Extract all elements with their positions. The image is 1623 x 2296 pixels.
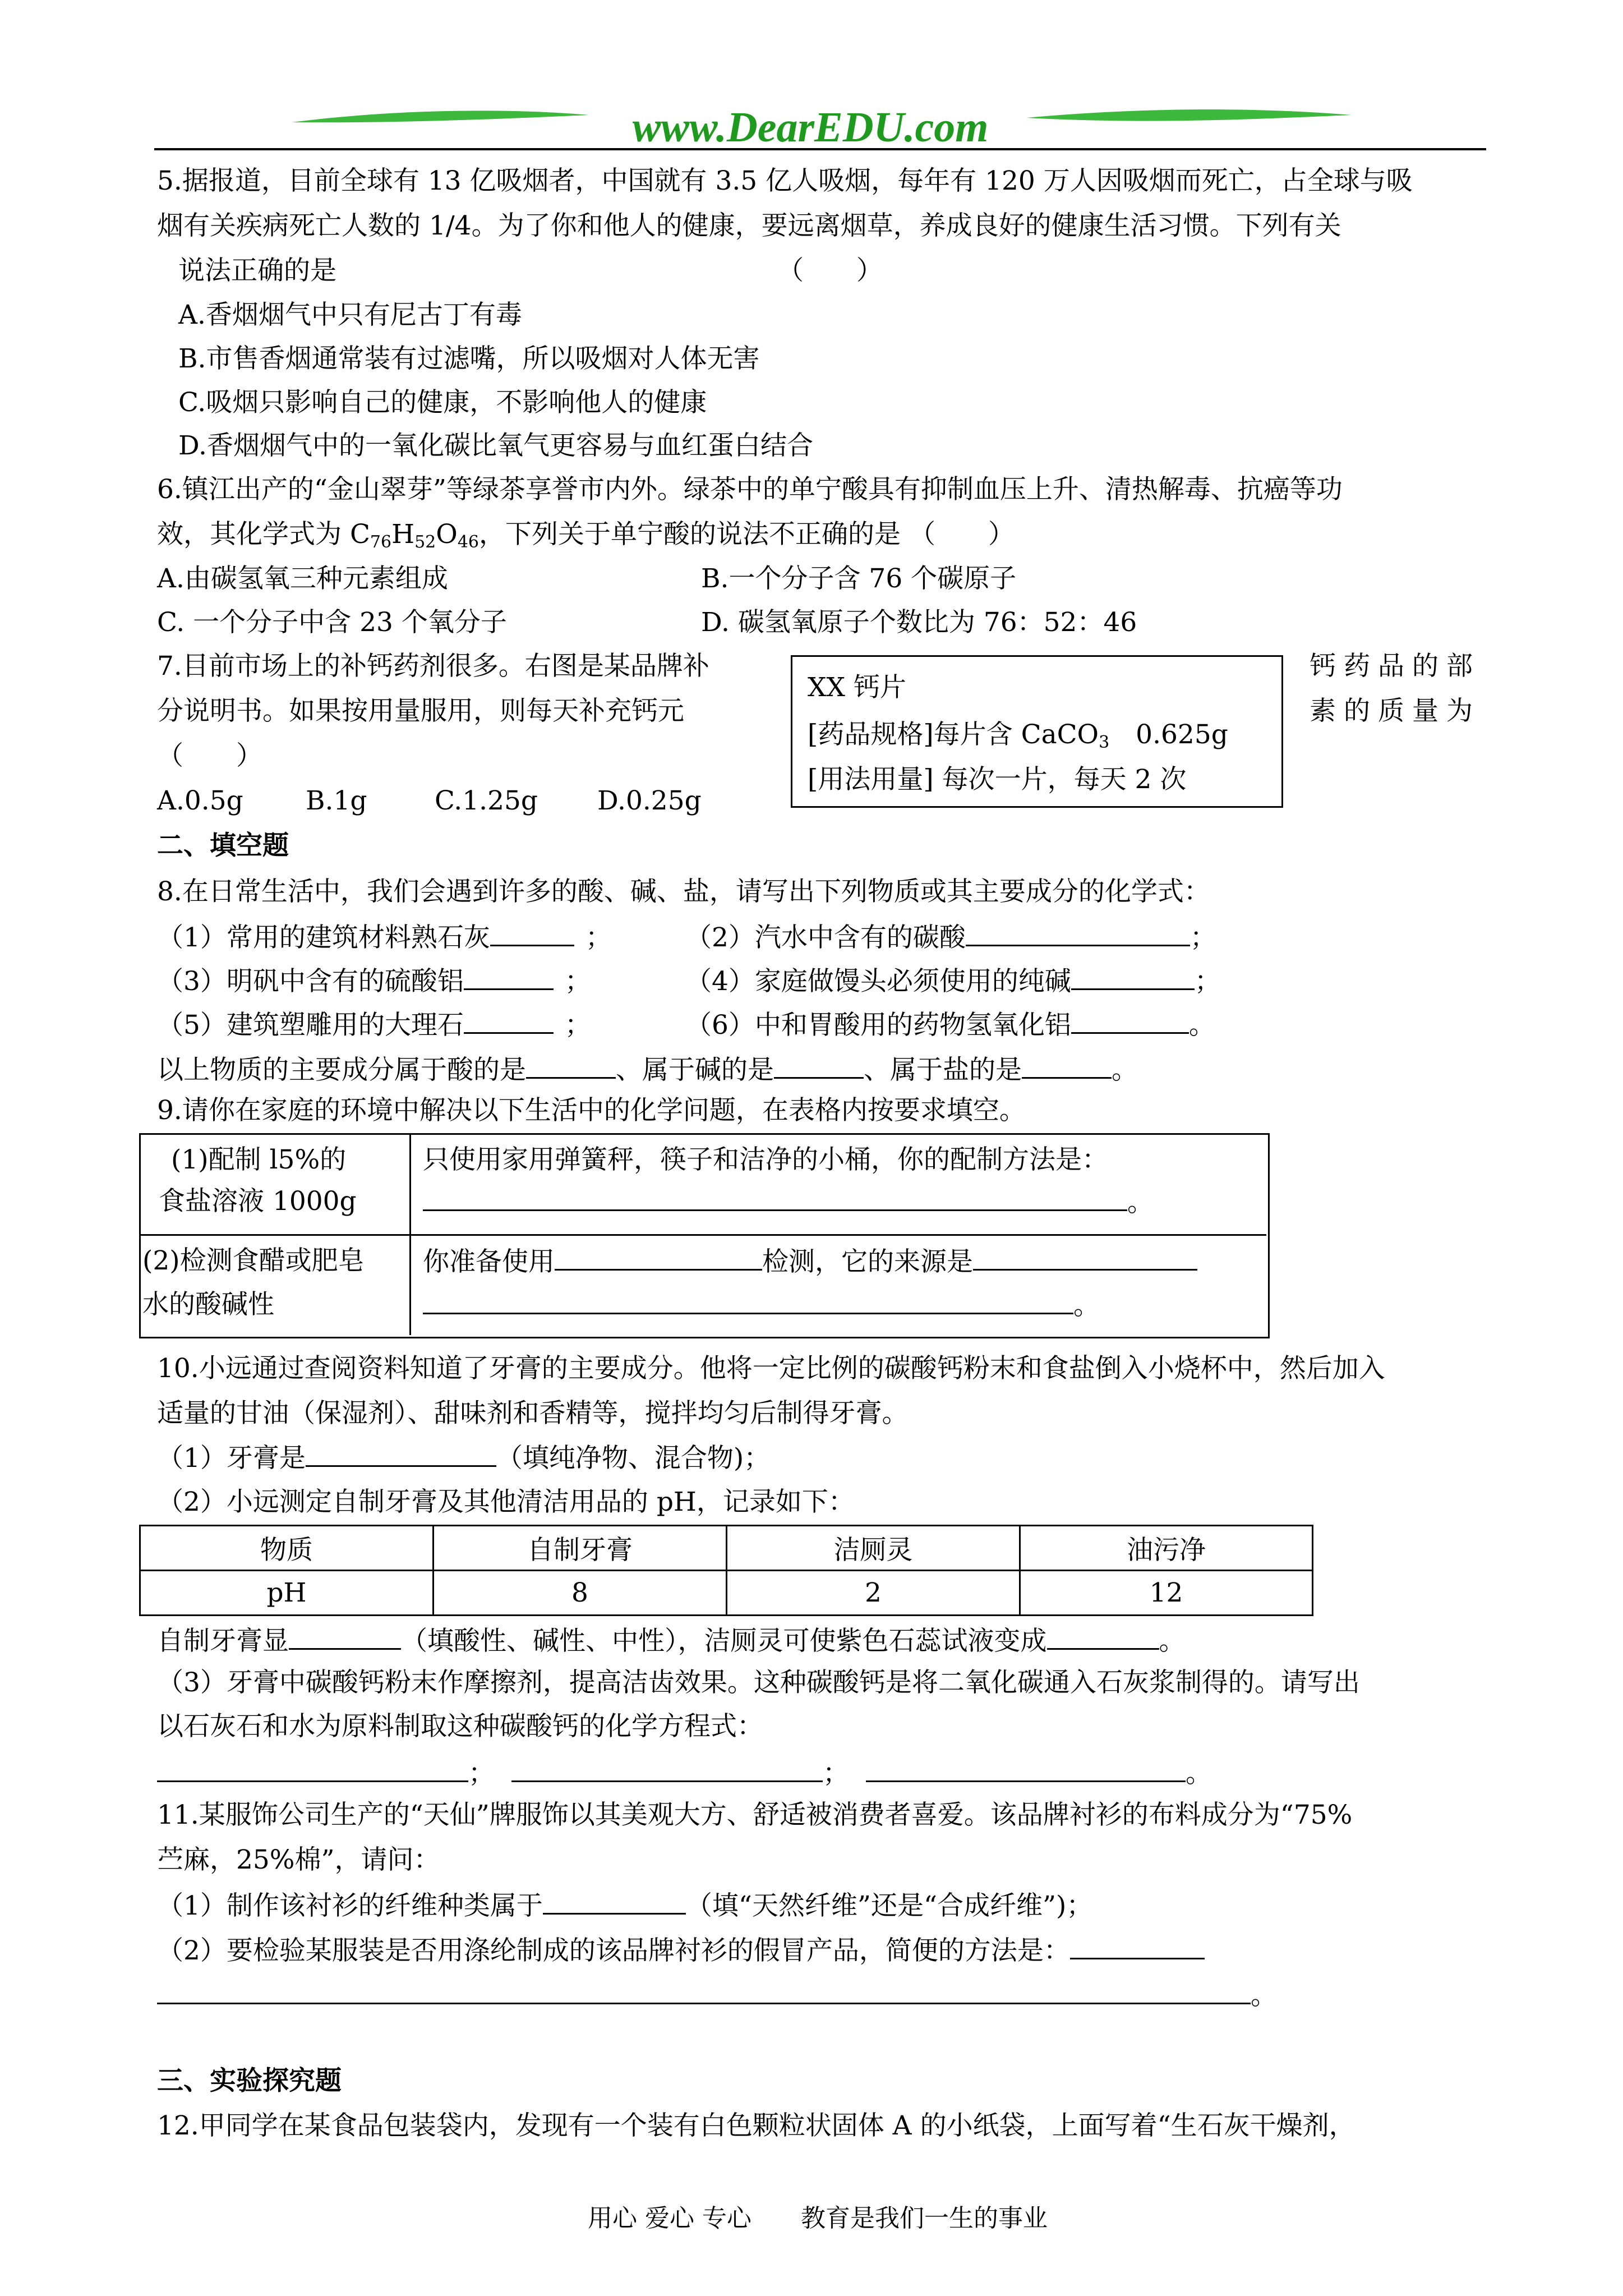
header-swoosh-left bbox=[292, 111, 589, 122]
q7-right-line2: 素的质量为 bbox=[1310, 696, 1481, 726]
q9-row1-answer: 。 bbox=[423, 1185, 1154, 1220]
ph-table-header-degreaser: 油污净 bbox=[1020, 1526, 1313, 1571]
q5-option-a: A.香烟烟气中只有尼古丁有毒 bbox=[178, 300, 522, 330]
section-fill-in-heading: 二、填空题 bbox=[157, 830, 289, 861]
header-banner bbox=[0, 0, 1623, 157]
q10-blank-mixture[interactable] bbox=[306, 1441, 496, 1467]
q9-row1-right-line1: 只使用家用弹簧秤，筷子和洁净的小桶，你的配制方法是： bbox=[423, 1144, 1108, 1175]
q9-blank-indicator[interactable] bbox=[555, 1244, 762, 1271]
q6-option-d: D. 碳氢氧原子个数比为 76：52：46 bbox=[701, 607, 1137, 638]
q7-option-b: B.1g bbox=[306, 785, 367, 816]
q8-item-6: （6）中和胃酸用的药物氢氧化铝 。 bbox=[685, 1007, 1215, 1042]
q9-row2-answer: 。 bbox=[423, 1288, 1100, 1323]
q5-option-b: B.市售香烟通常装有过滤嘴，所以吸烟对人体无害 bbox=[178, 343, 760, 374]
q9-blank-method[interactable] bbox=[423, 1185, 1127, 1211]
q10-ph-table bbox=[139, 1525, 1313, 1616]
q9-row2-right-line1: 你准备使用 检测，它的来源是 bbox=[423, 1244, 1197, 1279]
q10-equations: ； ； 。 bbox=[157, 1756, 1212, 1791]
q5-option-d: D.香烟烟气中的一氧化碳比氧气更容易与血红蛋白结合 bbox=[178, 430, 813, 461]
q12-line1: 12.甲同学在某食品包装袋内，发现有一个装有白色颗粒状固体 A 的小纸袋，上面写着“生石灰干燥剂， bbox=[157, 2110, 1355, 2141]
q5-answer-paren: （ ） bbox=[777, 255, 883, 286]
q6-line1: 6.镇江出产的“金山翠芽”等绿茶享誉市内外。绿茶中的单宁酸具有抑制血压上升、清热解毒、抗癌等功 bbox=[157, 474, 1343, 505]
q11-blank-method[interactable] bbox=[1070, 1933, 1205, 1959]
q11-part1: （1）制作该衬衫的纤维种类属于 （填“天然纤维”还是“合成纤维”)； bbox=[157, 1888, 1092, 1923]
q11-blank-method-cont[interactable] bbox=[157, 1978, 1251, 2004]
q7-option-c: C.1.25g bbox=[435, 785, 538, 816]
footer-slogan: 教育是我们一生的事业 bbox=[801, 2204, 1048, 2233]
q10-blank-eq1[interactable] bbox=[157, 1756, 468, 1782]
q9-blank-source-cont[interactable] bbox=[423, 1288, 1073, 1314]
q8-blank-salt[interactable] bbox=[1022, 1052, 1112, 1079]
q8-intro: 8.在日常生活中，我们会遇到许多的酸、碱、盐，请写出下列物质或其主要成分的化学式： bbox=[157, 876, 1210, 907]
q6-option-b: B.一个分子含 76 个碳原子 bbox=[701, 563, 1017, 594]
q8-blank-1[interactable] bbox=[490, 920, 574, 946]
table-row bbox=[140, 1571, 1313, 1616]
q10-part3-line2: 以石灰石和水为原料制取这种碳酸钙的化学方程式： bbox=[157, 1711, 763, 1742]
q8-blank-2[interactable] bbox=[966, 920, 1190, 946]
q11-line1: 11.某服饰公司生产的“天仙”牌服饰以其美观大方、舒适被消费者喜爱。该品牌衬衫的布料成分为“75% bbox=[157, 1800, 1353, 1830]
ph-table-header-substance: 物质 bbox=[140, 1526, 434, 1571]
ph-table-row-label: pH bbox=[140, 1571, 434, 1616]
q10-blank-acidity[interactable] bbox=[289, 1623, 401, 1650]
q8-item-2: （2）汽水中含有的碳酸 ； bbox=[685, 920, 1216, 955]
q7-box-title: XX 钙片 bbox=[808, 672, 906, 703]
q7-right-line1: 钙药品的部 bbox=[1310, 651, 1481, 682]
q7-box-spec: [药品规格]每片含 CaCO$_3$ 0.625g bbox=[808, 719, 1228, 752]
q9-blank-source[interactable] bbox=[973, 1244, 1197, 1271]
table-row bbox=[140, 1526, 1313, 1571]
header-swoosh-right bbox=[1026, 109, 1352, 121]
q10-blank-eq3[interactable] bbox=[866, 1756, 1186, 1782]
q8-summary: 以上物质的主要成分属于酸的是 、属于碱的是 、属于盐的是 。 bbox=[157, 1052, 1138, 1087]
q7-left-line2: 分说明书。如果按用量服用，则每天补充钙元 bbox=[157, 696, 684, 726]
q8-blank-5[interactable] bbox=[464, 1007, 554, 1034]
q10-part2: （2）小远测定自制牙膏及其他清洁用品的 pH，记录如下： bbox=[157, 1487, 855, 1517]
ph-table-value-toilet-cleaner: 2 bbox=[727, 1571, 1020, 1616]
ph-table-value-degreaser: 12 bbox=[1020, 1571, 1313, 1616]
ph-table-header-toothpaste: 自制牙膏 bbox=[434, 1526, 727, 1571]
q7-option-a: A.0.5g bbox=[157, 785, 243, 816]
q6-option-c: C. 一个分子中含 23 个氧分子 bbox=[157, 607, 507, 638]
q8-blank-acid[interactable] bbox=[526, 1052, 616, 1079]
q10-after-table: 自制牙膏显 （填酸性、碱性、中性），洁厕灵可使紫色石蕊试液变成 。 bbox=[157, 1623, 1186, 1658]
q11-blank-fiber[interactable] bbox=[543, 1888, 686, 1915]
q9-row1-left-line2: 食盐溶液 1000g bbox=[159, 1186, 357, 1217]
q7-left-line1: 7.目前市场上的补钙药剂很多。右图是某品牌补 bbox=[157, 651, 709, 682]
q6-option-a: A.由碳氢氧三种元素组成 bbox=[157, 563, 448, 594]
q11-part2-cont: 。 bbox=[157, 1978, 1277, 2013]
section-experiment-heading: 三、实验探究题 bbox=[157, 2065, 342, 2096]
q8-item-4: （4）家庭做馒头必须使用的纯碱 ； bbox=[685, 964, 1221, 999]
q8-blank-4[interactable] bbox=[1071, 964, 1195, 990]
q7-box-usage: [用法用量] 每次一片，每天 2 次 bbox=[808, 764, 1187, 795]
ph-table-header-toilet-cleaner: 洁厕灵 bbox=[727, 1526, 1020, 1571]
q9-row2-left-line2: 水的酸碱性 bbox=[142, 1289, 274, 1320]
q7-option-d: D.0.25g bbox=[597, 785, 702, 816]
q9-row1-left-line1: (1)配制 l5%的 bbox=[171, 1144, 347, 1175]
q9-table-row-divider bbox=[139, 1234, 1266, 1236]
q8-item-3: （3）明矾中含有的硫酸铝 ； bbox=[157, 964, 591, 999]
q7-left-line3: （ ） bbox=[157, 740, 262, 771]
q5-line2: 烟有关疾病死亡人数的 1/4。为了你和他人的健康，要远离烟草，养成良好的健康生活习惯。下列有关 bbox=[157, 210, 1341, 241]
q8-blank-6[interactable] bbox=[1071, 1007, 1189, 1034]
q5-line1: 5.据报道，目前全球有 13 亿吸烟者，中国就有 3.5 亿人吸烟，每年有 120 万人因吸烟而死亡，占全球与吸 bbox=[157, 165, 1413, 196]
q5-option-c: C.吸烟只影响自己的健康，不影响他人的健康 bbox=[178, 387, 707, 418]
q8-blank-3[interactable] bbox=[464, 964, 554, 990]
site-logo-text: www.DearEDU.com bbox=[632, 104, 989, 151]
footer-motto: 用心 爱心 专心 bbox=[588, 2204, 751, 2233]
q11-part2: （2）要检验某服装是否用涤纶制成的该品牌衬衫的假冒产品，简便的方法是： bbox=[157, 1933, 1205, 1968]
q11-line2: 苎麻，25%棉”，请问： bbox=[157, 1844, 440, 1875]
q10-part1: （1）牙膏是 （填纯净物、混合物)； bbox=[157, 1441, 770, 1475]
q6-line2: 效，其化学式为 $C_{76}H_{52}O_{46}$，下列关于单宁酸的说法不正确的是 （ ） bbox=[157, 519, 1015, 552]
q10-line1: 10.小远通过查阅资料知道了牙膏的主要成分。他将一定比例的碳酸钙粉末和食盐倒入小烧杯中，然后加入 bbox=[157, 1353, 1385, 1384]
q8-item-1: （1）常用的建筑材料熟石灰 ； bbox=[157, 920, 612, 955]
q5-line3: 说法正确的是 bbox=[178, 255, 336, 286]
q8-item-5: （5）建筑塑雕用的大理石 ； bbox=[157, 1007, 591, 1042]
q10-blank-color[interactable] bbox=[1047, 1623, 1159, 1650]
q9-intro: 9.请你在家庭的环境中解决以下生活中的化学问题，在表格内按要求填空。 bbox=[157, 1095, 1026, 1126]
q9-row2-left-line1: (2)检测食醋或肥皂 bbox=[142, 1245, 365, 1276]
q10-blank-eq2[interactable] bbox=[511, 1756, 823, 1782]
q10-part3-line1: （3）牙膏中碳酸钙粉末作摩擦剂，提高洁齿效果。这种碳酸钙是将二氧化碳通入石灰浆制得的。请写出 bbox=[157, 1667, 1360, 1698]
q10-line2: 适量的甘油（保湿剂）、甜味剂和香精等，搅拌均匀后制得牙膏。 bbox=[157, 1398, 909, 1429]
ph-table-value-toothpaste: 8 bbox=[434, 1571, 727, 1616]
q8-blank-base[interactable] bbox=[774, 1052, 864, 1079]
